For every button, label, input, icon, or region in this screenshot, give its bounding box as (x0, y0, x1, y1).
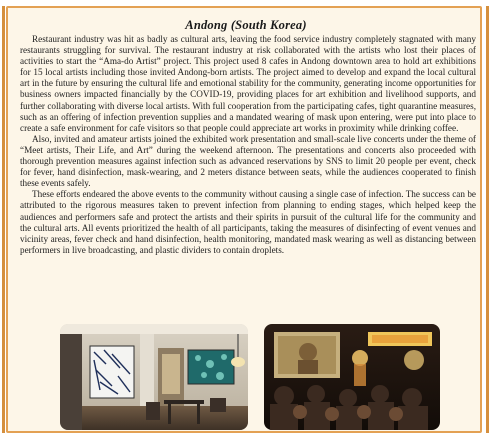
article-paragraph: These efforts endeared the above events to the community without causing a single case of infection. The success can be attributed to the rigorous measures taken to prevent infection from planning to ending stages, which helped keep the audiences and performers safe and protect the artists and their spirits in pursuit of the cultural life for the community and the cultural arts. All events prioritized the health of all participants, taking the measures of disinfecting of event venues and vicinity areas, fever check and hand disinfection, health monitoring, mandated mask wearing as well as distancing between performers in live broadcasting, and plastic dividers to contain droplets. (20, 189, 476, 255)
article-paragraph: Also, invited and amateur artists joined the exhibited work presentation and small-scale live concerts under the theme of “Meet artists, Their Life, and Art” during the weekend afternoon. The presentations and concerts also proceeded with thorough prevention measures against infection such as advanced reservations by SNS to limit 20 people per event, check for fever, hand disinfection, mask-wearing, and 2 meters distance between seats, while the audiences cooperated to finish these events safely. (20, 133, 476, 189)
article-body (20, 34, 476, 256)
left-edge-strip (2, 6, 5, 433)
exhibition-photo-image (60, 324, 248, 430)
concert-photo-image (264, 324, 440, 430)
article-title: Andong (South Korea) (185, 18, 307, 32)
article-frame (6, 6, 482, 433)
concert-photo (264, 324, 440, 430)
right-edge-strip (486, 6, 489, 433)
exhibition-photo (60, 324, 248, 430)
article-paragraph: Restaurant industry was hit as badly as cultural arts, leaving the food service industry completely stagnated with many restaurants struggling for survival. The restaurant industry at risk collaborated with the artists who lost their places of activities to start the “Ama-do Artist” project. This project used 8 cafes in Andong downtown area to hold art exhibitions for 15 local artists including those invited Andong-born artists. The project aimed to develop and expand the local cultural art in the future by ensuring the cultural life and emotional stability for the community, generating income opportunities for business owners impacted financially by the COVID-19, providing places for art exhibition and livelihood supports, and further collaborating with diverse local artists. With full cooperation from the participating cafes, tight quarantine measures, such as an offering of infection prevention supplies and a mandated wearing of mask upon entering, were put into place to create a safe environment for cafe visitors so that people could appreciate art works in proximity while drinking coffee. (20, 34, 476, 133)
